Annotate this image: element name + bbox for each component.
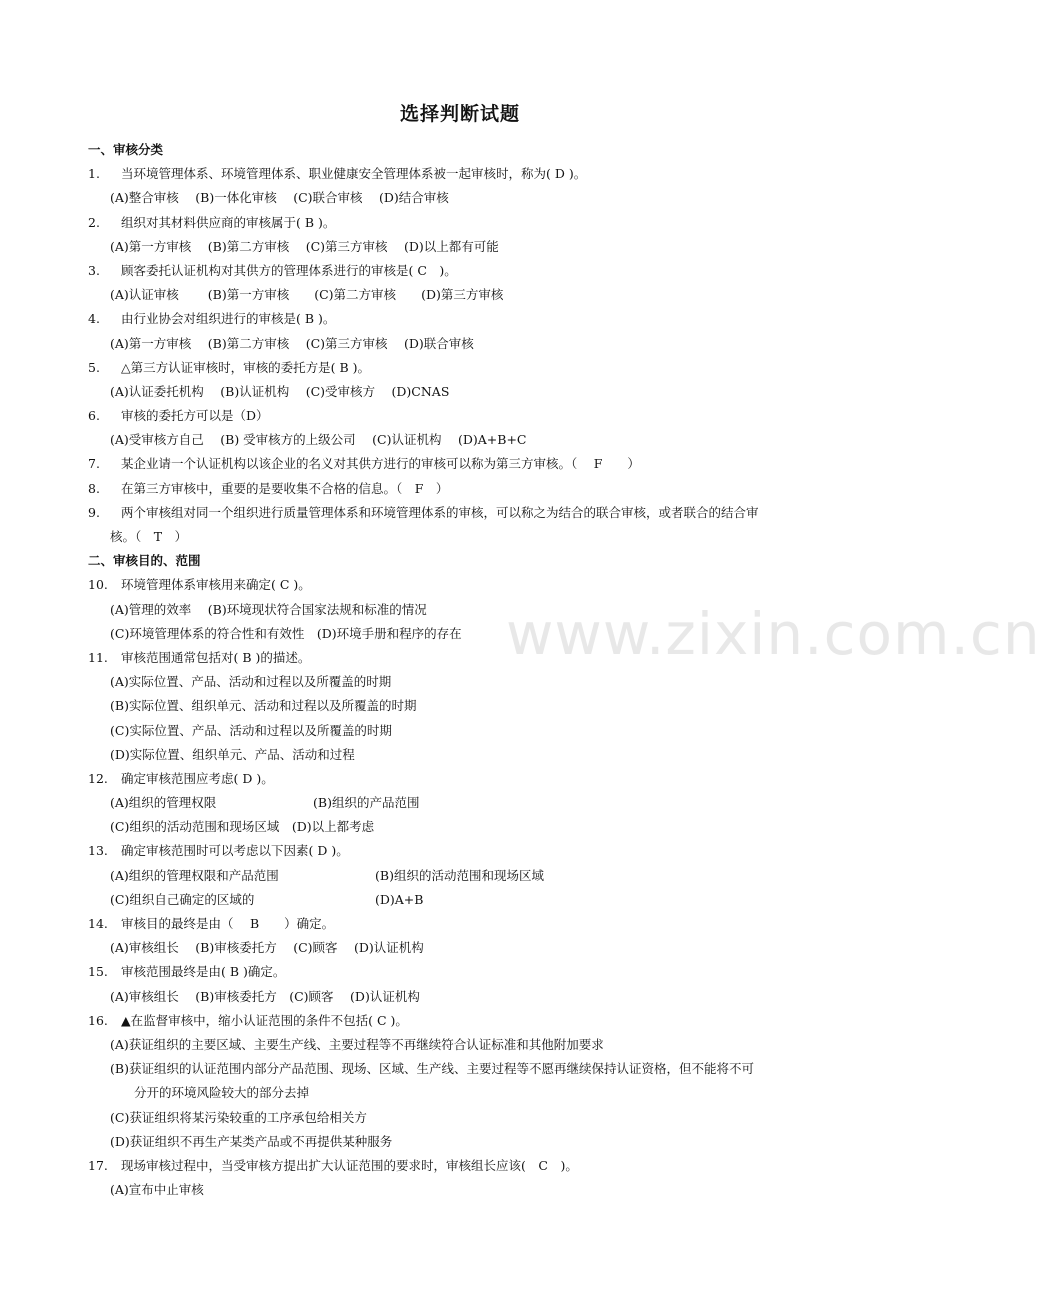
option-a: (A)组织的管理权限 [110,795,217,811]
option-b: (B)实际位置、组织单元、活动和过程以及所覆盖的时期 [110,698,417,714]
option-d: (D)获证组织不再生产某类产品或不再提供某种服务 [110,1133,393,1149]
option-c: (C)第三方审核 [305,238,388,254]
option-d: (D)CNAS [391,383,450,399]
option-b: (B)第一方审核 [207,287,290,303]
option-a: (A)组织的管理权限和产品范围 [110,867,279,883]
option-b: (B)获证组织的认证范围内部分产品范围、现场、区域、生产线、主要过程等不愿再继续保持认证资格，但不能将不可 [110,1061,754,1077]
question-number: 8. [88,480,100,496]
options-4 [88,332,833,356]
option-d: (D)结合审核 [379,190,449,206]
question-text: 环境管理体系审核用来确定( C )。 [121,577,311,593]
question-number: 17. [88,1157,108,1173]
option-b: (B)第二方审核 [207,335,290,351]
question-3 [88,259,833,283]
option-a: (A)认证委托机构 [110,383,204,399]
option-b: (B)审核委托方 [195,988,277,1004]
option-d: (D)第三方审核 [421,287,504,303]
option-line: (A)管理的效率 (B)环境现状符合国家法规和标准的情况 [110,601,427,617]
question-number: 2. [88,214,100,230]
options-6 [88,428,833,452]
question-number: 4. [88,311,100,327]
question-4 [88,307,833,331]
option-c: (C)组织的活动范围和现场区域 [110,819,280,835]
options-2 [88,235,833,259]
question-text: 审核范围最终是由( B )确定。 [121,964,286,980]
question-text: 两个审核组对同一个组织进行质量管理体系和环境管理体系的审核，可以称之为结合的联合审核，或者联合的结合审 [121,504,759,520]
option-c: (C)获证组织将某污染较重的工序承包给相关方 [110,1109,367,1125]
question-text: 审核的委托方可以是（D） [121,408,269,424]
question-2 [88,211,833,235]
watermark: www.zixin.com.cn [506,600,1041,668]
option-a: (A)审核组长 [110,988,179,1004]
option-b: (B)组织的活动范围和现场区域 [375,867,544,883]
question-10 [88,573,833,597]
question-number: 7. [88,456,100,472]
option-b: (B)认证机构 [220,383,290,399]
option-b: (B)审核委托方 [195,940,277,956]
question-number: 5. [88,359,100,375]
question-text: 顾客委托认证机构对其供方的管理体系进行的审核是( C )。 [121,262,457,278]
question-number: 16. [88,1012,108,1028]
question-number: 9. [88,504,100,520]
options-13-row2 [88,888,833,912]
question-text: 现场审核过程中，当受审核方提出扩大认证范围的要求时，审核组长应该( C )。 [121,1157,578,1173]
options-3 [88,283,833,307]
option-a: (A)认证审核 [110,287,179,303]
option-a: (A)第一方审核 [110,238,192,254]
question-7 [88,452,833,476]
question-number: 3. [88,262,100,278]
question-8 [88,477,833,501]
option-line: (C)环境管理体系的符合性和有效性 (D)环境手册和程序的存在 [110,625,462,641]
question-number: 14. [88,916,108,931]
question-text: 在第三方审核中，重要的是要收集不合格的信息。（ F ） [121,480,449,496]
options-13-row1 [88,864,833,888]
question-text: 确定审核范围应考虑( D )。 [121,770,274,786]
question-text: 由行业协会对组织进行的审核是( B )。 [121,311,336,327]
option-a: (A)整合审核 [110,190,179,206]
option-a: (A)受审核方自己 [110,432,204,448]
option-c: (C)顾客 [289,988,334,1004]
question-text: 确定审核范围时可以考虑以下因素( D )。 [121,843,349,859]
option-d: (D)以上都有可能 [404,238,499,254]
option-c: (C)第二方审核 [314,287,397,303]
option-c: (C)联合审核 [293,190,363,206]
question-17 [88,1154,833,1178]
question-5 [88,356,833,380]
option-d: (D)A+B+C [457,432,527,448]
option-d: (D)认证机构 [354,940,424,956]
option-a: (A)第一方审核 [110,335,192,351]
question-number: 1. [88,166,100,182]
question-9 [88,501,833,525]
question-number: 11. [88,649,108,665]
option-a: (A)获证组织的主要区域、主要生产线、主要过程等不再继续符合认证标准和其他附加要求 [110,1036,604,1052]
question-number: 10. [88,577,108,593]
option-c: (C)认证机构 [372,432,442,448]
question-11 [88,646,833,670]
option-c: (C)组织自己确定的区域的 [110,891,255,907]
question-text: 当环境管理体系、环境管理体系、职业健康安全管理体系被一起审核时，称为( D )。 [121,166,587,182]
option-b: (B)组织的产品范围 [313,795,420,811]
question-text: △第三方认证审核时，审核的委托方是( B )。 [121,359,370,375]
question-number: 12. [88,770,108,786]
option-a: (A)审核组长 [110,940,179,956]
option-b: (B)第二方审核 [207,238,290,254]
section-heading-2: 二、审核目的、范围 [88,553,201,569]
option-d: (D)A+B [375,891,424,907]
question-16 [88,1009,833,1033]
question-text: 组织对其材料供应商的审核属于( B )。 [121,214,336,230]
option-b: (B) 受审核方的上级公司 [220,432,356,448]
option-a: (A)宣布中止审核 [110,1182,204,1198]
options-1 [88,186,833,210]
question-number: 6. [88,408,100,424]
question-text: 某企业请一个认证机构以该企业的名义对其供方进行的审核可以称为第三方审核。（ F ） [121,456,640,472]
question-14 [88,912,833,936]
option-c: (C)顾客 [293,940,338,956]
question-15 [88,960,833,984]
question-text: 审核范围通常包括对( B )的描述。 [121,649,311,665]
option-c: (C)受审核方 [305,383,376,399]
question-text: ▲在监督审核中，缩小认证范围的条件不包括( C )。 [121,1012,408,1028]
question-text: 审核目的最终是由（ B ）确定。 [121,916,335,931]
options-12-row1 [88,791,833,815]
page-title: 选择判断试题 [399,103,520,125]
options-12-row2 [88,815,833,839]
question-list [88,138,833,1202]
option-b-continued: 分开的环境风险较大的部分去掉 [134,1085,310,1101]
option-c: (C)实际位置、产品、活动和过程以及所覆盖的时期 [110,722,392,738]
option-d: (D)实际位置、组织单元、产品、活动和过程 [110,746,355,762]
question-12 [88,767,833,791]
question-number: 13. [88,843,108,859]
question-1 [88,162,833,186]
option-d: (D)以上都考虑 [291,819,375,835]
option-c: (C)第三方审核 [305,335,388,351]
question-number: 15. [88,964,108,980]
question-9-continued: 核。（ T ） [110,529,188,544]
options-15 [88,985,833,1009]
question-13 [88,839,833,863]
question-6 [88,404,833,428]
option-d: (D)认证机构 [350,988,420,1004]
option-b: (B)一体化审核 [195,190,277,206]
option-a: (A)实际位置、产品、活动和过程以及所覆盖的时期 [110,674,392,690]
options-14 [88,936,833,960]
options-5 [88,380,833,404]
section-heading-1: 一、审核分类 [88,142,164,157]
option-d: (D)联合审核 [404,335,474,351]
